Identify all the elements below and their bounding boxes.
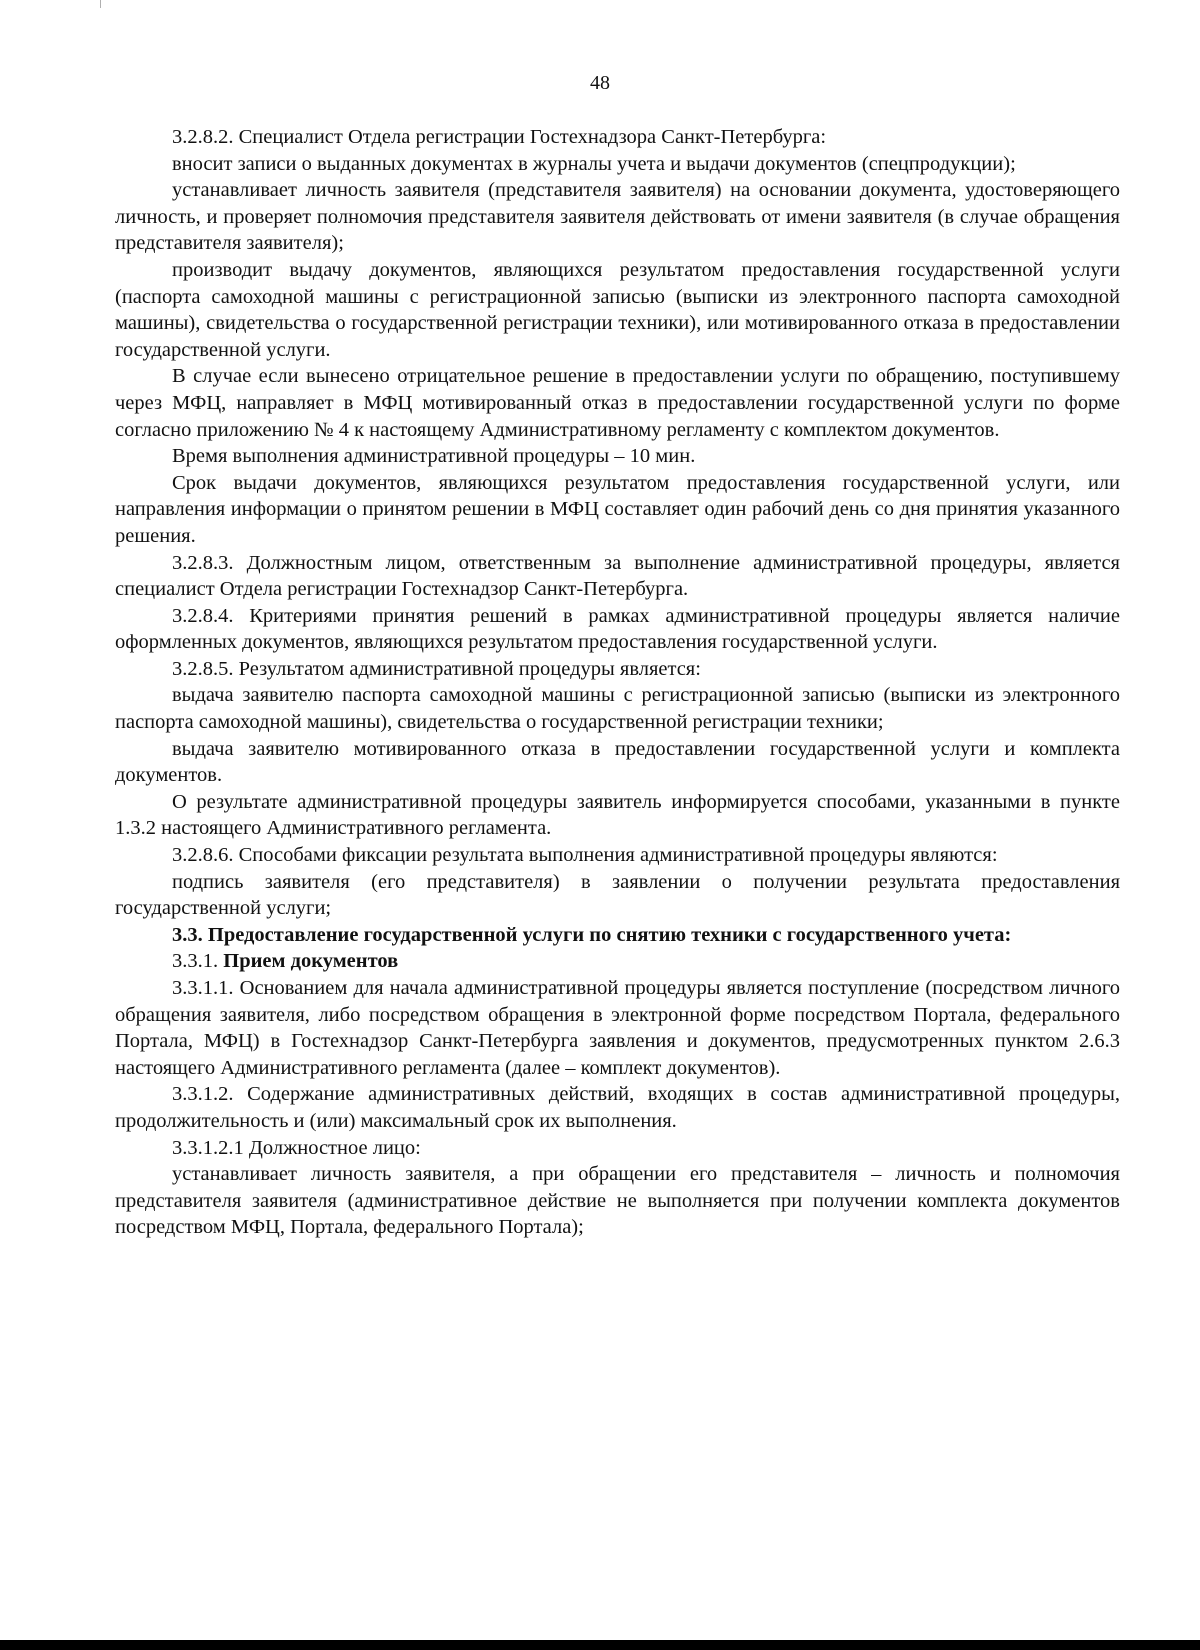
- document-body: [115, 124, 1120, 1241]
- paragraph: В случае если вынесено отрицательное решение в предоставлении услуги по обращению, поступившему через МФЦ, направляет в МФЦ мотивированный отказ в предоставлении государственной услуги по форме согласно приложению № 4 к настоящему Административному регламенту с комплектом документов.: [115, 365, 1120, 441]
- paragraph: 3.2.8.6. Способами фиксации результата выполнения административной процедуры являются:: [172, 844, 998, 867]
- paragraph: производит выдачу документов, являющихся результатом предоставления государственной услуги (паспорта самоходной машины с регистрационной записью (выписки из электронного паспорта самоходной машины), свидетельства о государственной регистрации техники), или мотивированного отказа в предоставлении государственной услуги.: [115, 258, 1120, 361]
- paragraph: 3.3.1.1. Основанием для начала административной процедуры является поступление (посредством личного обращения заявителя, либо посредством обращения в электронной форме посредством Портала, федерального Портала, МФЦ) в Гостехнадзор Санкт-Петербурга заявления и документов, предусмотренных пунктом 2.6.3 настоящего Административного регламента (далее – комплект документов).: [115, 977, 1120, 1079]
- paragraph: О результате административной процедуры заявитель информируется способами, указанными в пункте 1.3.2 настоящего Административного регламента.: [115, 790, 1120, 840]
- subsection-title: Прием документов: [223, 950, 399, 973]
- scan-edge-mark: [0, 0, 101, 8]
- paragraph: подпись заявителя (его представителя) в заявлении о получении результата предоставления государственной услуги;: [115, 870, 1120, 920]
- paragraph: 3.3.1.2. Содержание административных действий, входящих в состав административной процедуры, продолжительность и (или) максимальный срок их выполнения.: [115, 1083, 1120, 1132]
- paragraph: 3.2.8.4. Критериями принятия решений в рамках административной процедуры является наличие оформленных документов, являющихся результатом предоставления государственной услуги.: [115, 604, 1120, 654]
- section-heading-text: 3.3. Предоставление государственной услуги по снятию техники с государственного учета:: [172, 923, 1012, 946]
- paragraph: Время выполнения административной процедуры – 10 мин.: [172, 445, 696, 468]
- subsection-number: 3.3.1.: [172, 950, 224, 973]
- paragraph: вносит записи о выданных документах в журналы учета и выдачи документов (спецпродукции);: [172, 152, 1016, 175]
- paragraph: выдача заявителю паспорта самоходной машины с регистрационной записью (выписки из электронного паспорта самоходной машины), свидетельства о государственной регистрации техники;: [115, 684, 1120, 734]
- paragraph: устанавливает личность заявителя (представителя заявителя) на основании документа, удостоверяющего личность, и проверяет полномочия представителя заявителя действовать от имени заявителя (в случае обращения представителя заявителя);: [115, 179, 1120, 255]
- paragraph: выдача заявителю мотивированного отказа в предоставлении государственной услуги и комплекта документов.: [115, 737, 1120, 787]
- paragraph: 3.3.1.2.1 Должностное лицо:: [172, 1136, 421, 1159]
- paragraph: 3.2.8.5. Результатом административной процедуры является:: [172, 657, 701, 680]
- subsection-heading: [115, 948, 1120, 975]
- paragraph: Срок выдачи документов, являющихся результатом предоставления государственной услуги, или направления информации о принятом решении в МФЦ составляет один рабочий день со дня принятия указанного решения.: [115, 471, 1120, 547]
- scan-bottom-edge: [0, 1640, 1200, 1650]
- paragraph: 3.2.8.3. Должностным лицом, ответственным за выполнение административной процедуры, является специалист Отдела регистрации Гостехнадзор Санкт-Петербурга.: [115, 551, 1120, 601]
- page-number: 48: [590, 72, 610, 94]
- paragraph: устанавливает личность заявителя, а при обращении его представителя – личность и полномочия представителя заявителя (административное действие не выполняется при получении комплекта документов посредством МФЦ, Портала, федерального Портала);: [115, 1163, 1120, 1239]
- section-heading: [115, 922, 1120, 949]
- paragraph: 3.2.8.2. Специалист Отдела регистрации Гостехнадзора Санкт-Петербурга:: [172, 126, 827, 148]
